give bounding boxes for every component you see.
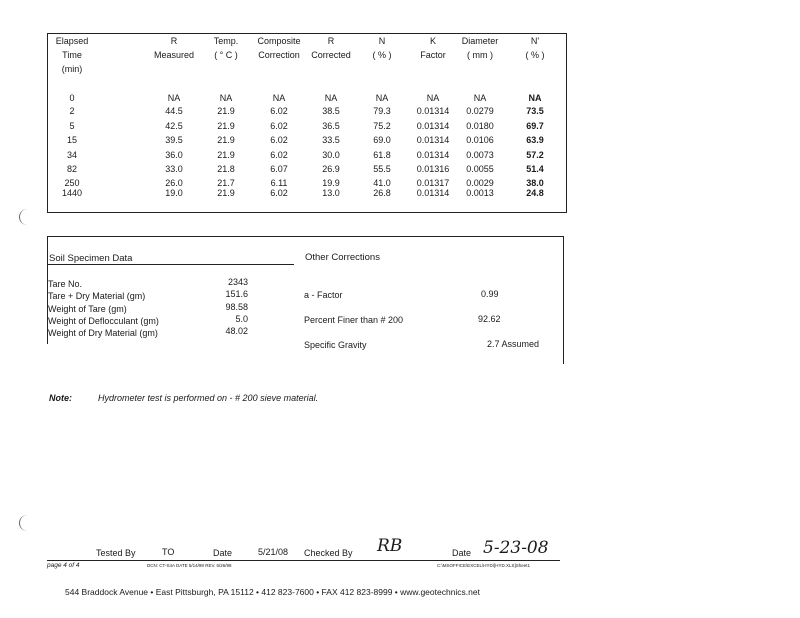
soil-item-value: 48.02 [225, 326, 248, 336]
binder-hole-mark [19, 209, 30, 225]
cell-r-measured: 42.5 [165, 121, 183, 131]
cell-n-percent: NA [375, 93, 389, 103]
cell-diameter: 0.0013 [466, 188, 494, 198]
header-composite-correction: Correction [258, 50, 300, 60]
header-diameter: Diameter [461, 36, 499, 46]
cell-n-prime-percent: NA [528, 93, 542, 103]
cell-composite-correction: 6.11 [270, 178, 288, 188]
percent-finer-label: Percent Finer than # 200 [304, 315, 404, 325]
cell-composite-correction: 6.02 [270, 150, 288, 160]
header-k-factor: K [429, 36, 436, 46]
soil-item-label: Tare + Dry Material (gm) [48, 291, 146, 301]
cell-r-corrected: 38.5 [322, 106, 340, 116]
specific-gravity-label: Specific Gravity [304, 340, 367, 350]
cell-temp: NA [219, 93, 233, 103]
other-section-title: Other Corrections [305, 252, 380, 263]
cell-n-prime-percent: 57.2 [526, 150, 544, 160]
cell-diameter: 0.0029 [466, 178, 494, 188]
cell-diameter: 0.0180 [466, 121, 494, 131]
cell-r-corrected: 30.0 [322, 150, 340, 160]
cell-r-measured: 39.5 [165, 135, 183, 145]
cell-diameter: NA [473, 93, 487, 103]
note-text: Hydrometer test is performed on - # 200 sieve material. [98, 393, 319, 403]
header-r-corrected: R [327, 36, 335, 46]
cell-r-measured: 36.0 [165, 150, 183, 160]
cell-n-prime-percent: 69.7 [526, 121, 544, 131]
cell-temp: 21.9 [217, 188, 235, 198]
cell-r-corrected: NA [324, 93, 338, 103]
percent-finer-value: 92.62 [478, 314, 501, 324]
cell-k-factor: 0.01314 [416, 188, 450, 198]
specimen-title-underline [47, 264, 294, 265]
cell-composite-correction: 6.07 [270, 164, 288, 174]
cell-r-corrected: 26.9 [322, 164, 340, 174]
soil-item-label: Weight of Tare (gm) [48, 304, 127, 314]
soil-item-value: 2343 [227, 277, 248, 287]
binder-hole-mark [19, 515, 30, 531]
header-temp: ( ° C ) [214, 50, 238, 60]
cell-elapsed-time: 1440 [61, 188, 83, 198]
header-n-prime-percent: N' [530, 36, 540, 46]
cell-elapsed-time: 2 [69, 106, 75, 116]
header-elapsed-time: Elapsed [55, 36, 89, 46]
cell-r-corrected: 13.0 [322, 188, 340, 198]
cell-k-factor: 0.01314 [416, 135, 450, 145]
page-number: page 4 of 4 [47, 562, 80, 569]
header-r-measured: Measured [153, 50, 195, 60]
cell-diameter: 0.0279 [466, 106, 494, 116]
doc-code-left: DCN: CT-S4A DATE 5/14/98 REV. 6/26/98 [147, 563, 232, 568]
cell-elapsed-time: 0 [69, 93, 75, 103]
cell-temp: 21.9 [217, 135, 235, 145]
soil-item-label: Weight of Dry Material (gm) [48, 328, 158, 338]
header-n-prime-percent: ( % ) [525, 50, 545, 60]
cell-n-percent: 61.8 [373, 150, 391, 160]
cell-r-corrected: 36.5 [322, 121, 340, 131]
tested-by-value: TO [162, 547, 175, 557]
cell-composite-correction: 6.02 [270, 135, 288, 145]
cell-elapsed-time: 82 [66, 164, 77, 174]
soil-item-value: 151.6 [225, 289, 248, 299]
cell-n-prime-percent: 38.0 [526, 178, 544, 188]
soil-section-title: Soil Specimen Data [49, 253, 133, 264]
header-n-percent: N [378, 36, 386, 46]
cell-n-percent: 26.8 [373, 188, 391, 198]
cell-composite-correction: NA [272, 93, 286, 103]
cell-diameter: 0.0106 [466, 135, 494, 145]
cell-k-factor: NA [426, 93, 440, 103]
soil-item-label: Weight of Deflocculant (gm) [48, 316, 159, 326]
header-k-factor: Factor [420, 50, 446, 60]
header-temp: Temp. [213, 36, 239, 46]
cell-n-prime-percent: 24.8 [526, 188, 544, 198]
date-value: 5/21/08 [258, 547, 289, 557]
cell-r-corrected: 19.9 [322, 178, 340, 188]
cell-n-percent: 55.5 [373, 164, 391, 174]
header-n-percent: ( % ) [372, 50, 392, 60]
date2-label: Date [452, 548, 472, 558]
doc-code-right: C:\MSOFFICE\EXCEL\HYD\[HYD.XLS]Sheet1 [437, 563, 531, 568]
cell-r-measured: NA [167, 93, 181, 103]
soil-item-value: 98.58 [225, 302, 248, 312]
header-elapsed-time: Time [62, 50, 82, 60]
cell-elapsed-time: 34 [66, 150, 77, 160]
cell-diameter: 0.0055 [466, 164, 494, 174]
cell-r-measured: 19.0 [165, 188, 183, 198]
cell-composite-correction: 6.02 [270, 106, 288, 116]
date-label: Date [213, 548, 233, 558]
checked-by-signature: RB [377, 536, 403, 556]
a-factor-value: 0.99 [481, 289, 499, 299]
header-composite-correction: Composite [257, 36, 301, 46]
date2-handwritten: 5-23-08 [483, 538, 549, 558]
note-label: Note: [49, 393, 72, 403]
cell-k-factor: 0.01314 [416, 106, 450, 116]
cell-k-factor: 0.01317 [416, 178, 450, 188]
cell-r-measured: 44.5 [165, 106, 183, 116]
a-factor-label: a - Factor [304, 290, 343, 300]
cell-temp: 21.9 [217, 121, 235, 131]
cell-n-percent: 41.0 [373, 178, 391, 188]
cell-elapsed-time: 15 [66, 135, 77, 145]
cell-r-corrected: 33.5 [322, 135, 340, 145]
cell-n-percent: 69.0 [373, 135, 391, 145]
cell-elapsed-time: 5 [69, 121, 75, 131]
cell-composite-correction: 6.02 [270, 121, 288, 131]
cell-temp: 21.9 [217, 150, 235, 160]
cell-n-percent: 75.2 [373, 121, 391, 131]
cell-k-factor: 0.01316 [416, 164, 450, 174]
specific-gravity-value: 2.7 Assumed [487, 339, 540, 349]
footer-rule [47, 560, 560, 561]
cell-elapsed-time: 250 [64, 178, 80, 188]
cell-temp: 21.7 [217, 178, 235, 188]
cell-temp: 21.8 [217, 164, 235, 174]
cell-diameter: 0.0073 [466, 150, 494, 160]
tested-by-label: Tested By [96, 548, 136, 558]
header-diameter: ( mm ) [467, 50, 493, 60]
header-r-corrected: Corrected [311, 50, 351, 60]
header-r-measured: R [170, 36, 178, 46]
checked-by-label: Checked By [304, 548, 353, 558]
cell-n-percent: 79.3 [373, 106, 391, 116]
soil-item-label: Tare No. [48, 279, 83, 289]
cell-r-measured: 26.0 [165, 178, 183, 188]
header-elapsed-time: (min) [61, 64, 83, 74]
company-address: 544 Braddock Avenue • East Pittsburgh, PA 15112 • 412 823-7600 • FAX 412 823-8999 • www.geotechnics.net [65, 587, 480, 597]
soil-item-value: 5.0 [235, 314, 248, 324]
cell-n-prime-percent: 51.4 [526, 164, 544, 174]
cell-composite-correction: 6.02 [270, 188, 288, 198]
cell-k-factor: 0.01314 [416, 121, 450, 131]
cell-r-measured: 33.0 [165, 164, 183, 174]
cell-n-prime-percent: 63.9 [526, 135, 544, 145]
cell-temp: 21.9 [217, 106, 235, 116]
cell-k-factor: 0.01314 [416, 150, 450, 160]
cell-n-prime-percent: 73.5 [526, 106, 544, 116]
